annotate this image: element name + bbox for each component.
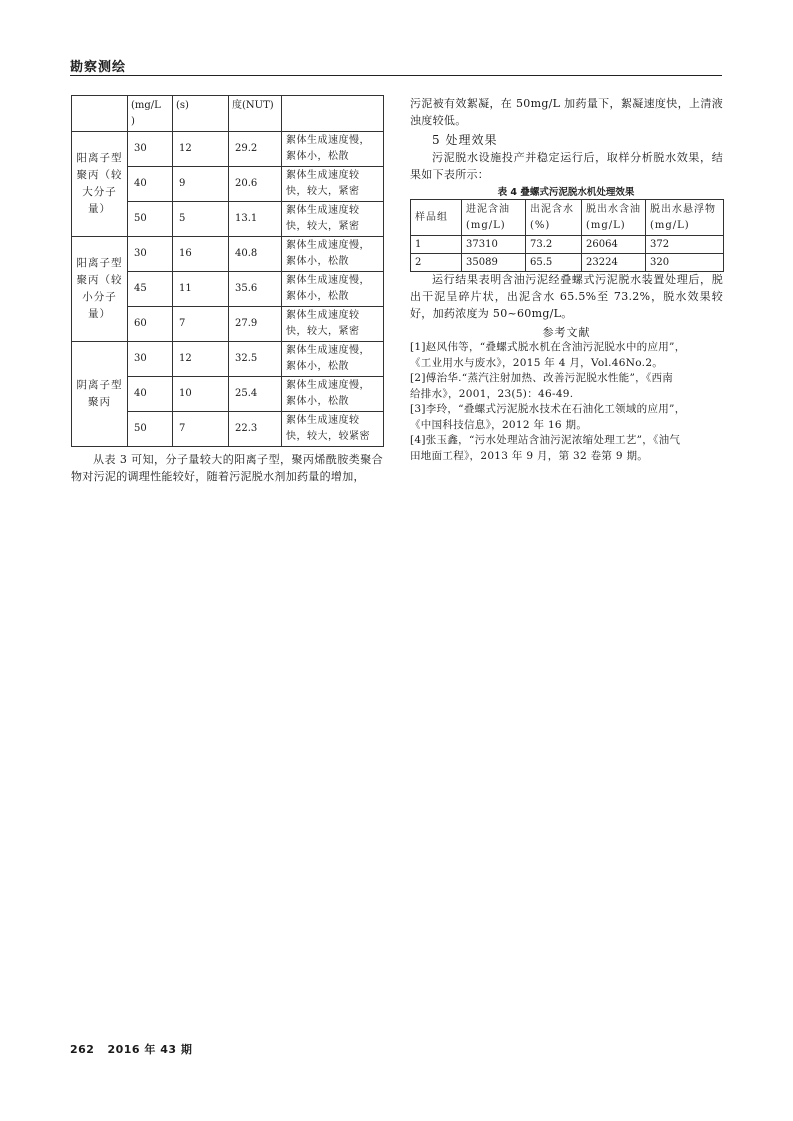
time-cell: 10 <box>173 377 229 412</box>
table-4-header-cell: 脱出水含油(mg/L) <box>582 200 646 236</box>
table-cell: 1 <box>411 236 462 254</box>
reference-item <box>410 433 723 464</box>
time-cell: 12 <box>173 132 229 167</box>
right-body-paragraph: 污泥被有效絮凝，在 50mg/L 加药量下，絮凝速度快，上清液浊度较低。 <box>410 97 723 127</box>
dose-cell: 50 <box>128 202 173 237</box>
time-cell: 12 <box>173 342 229 377</box>
dose-cell: 30 <box>128 237 173 272</box>
table-cell: 35089 <box>462 254 526 272</box>
results-paragraph: 运行结果表明含油污泥经叠螺式污泥脱水装置处理后，脱出干泥呈碎片状，出泥含水 65.5%至 73.2%，脱水效果较好，加药浓度为 50~60mg/L。 <box>410 273 723 320</box>
time-cell: 16 <box>173 237 229 272</box>
table-cell: 23224 <box>582 254 646 272</box>
reference-line: [3]李玲，“叠螺式污泥脱水技术在石油化工领域的应用”， <box>410 403 686 415</box>
table-4-caption: 表 4 叠螺式污泥脱水机处理效果 <box>497 187 635 198</box>
reference-line: 《中国科技信息》，2012 年 16 期。 <box>410 418 588 431</box>
references-heading: 参考文献 <box>542 326 591 339</box>
table-cell: 37310 <box>462 236 526 254</box>
turbidity-cell: 32.5 <box>229 342 282 377</box>
turbidity-cell: 35.6 <box>229 272 282 307</box>
table-cell: 372 <box>646 236 724 254</box>
table-3-group-label: 阴离子型聚丙 <box>72 342 128 447</box>
turbidity-cell: 22.3 <box>229 412 282 447</box>
turbidity-cell: 29.2 <box>229 132 282 167</box>
references-list <box>410 340 723 464</box>
table-3 <box>71 95 384 447</box>
table-3-header-dose-line2: ) <box>131 116 135 127</box>
description-cell: 絮体生成速度慢，絮体小，松散 <box>282 132 384 167</box>
description-cell: 絮体生成速度慢，絮体小，松散 <box>282 342 384 377</box>
table-4-header-cell: 进泥含油(mg/L) <box>462 200 526 236</box>
turbidity-cell: 27.9 <box>229 307 282 342</box>
time-cell: 5 <box>173 202 229 237</box>
table-4 <box>410 199 724 272</box>
reference-line: 给排水》，2001，23(5)：46-49. <box>410 387 574 400</box>
table-4-header-cell: 出泥含水(%) <box>526 200 582 236</box>
table-3-header-dose-line1: (mg/L <box>131 100 161 111</box>
table-4-header-row <box>411 200 724 236</box>
table-cell: 26064 <box>582 236 646 254</box>
description-cell: 絮体生成速度较快，较大，紧密 <box>282 202 384 237</box>
issue-label: 2016 年 43 期 <box>107 1043 193 1056</box>
dose-cell: 30 <box>128 342 173 377</box>
reference-item <box>410 371 723 402</box>
dose-cell: 40 <box>128 167 173 202</box>
turbidity-cell: 20.6 <box>229 167 282 202</box>
description-cell: 絮体生成速度较快，较大，紧密 <box>282 307 384 342</box>
page-number: 262 <box>70 1043 95 1056</box>
table-row <box>72 132 384 167</box>
reference-line: [1]赵风伟等，“叠螺式脱水机在含油污泥脱水中的应用”， <box>410 341 686 353</box>
table-3-header-cell <box>282 96 384 132</box>
table-cell: 65.5 <box>526 254 582 272</box>
description-cell: 絮体生成速度慢，絮体小，松散 <box>282 272 384 307</box>
dose-cell: 30 <box>128 132 173 167</box>
table-row <box>411 254 724 272</box>
table-3-header-cell <box>128 96 173 132</box>
description-cell: 絮体生成速度较快，较大，紧密 <box>282 167 384 202</box>
reference-line: 田地面工程》，2013 年 9 月，第 32 卷第 9 期。 <box>410 449 649 462</box>
dose-cell: 40 <box>128 377 173 412</box>
journal-title: 勘察测绘 <box>70 60 127 75</box>
table-3-header-row <box>72 96 384 132</box>
reference-line: 《工业用水与废水》，2015 年 4 月，Vol.46No.2。 <box>410 356 664 369</box>
table-3-group-label: 阳离子型聚丙（较大分子量） <box>72 132 128 237</box>
dose-cell: 60 <box>128 307 173 342</box>
reference-line: [4]张玉鑫，“污水处理站含油污泥浓缩处理工艺”，《油气 <box>410 434 681 446</box>
dose-cell: 50 <box>128 412 173 447</box>
table-3-group-label: 阳离子型聚丙（较小分子量） <box>72 237 128 342</box>
table-cell: 320 <box>646 254 724 272</box>
section-5-paragraph: 污泥脱水设施投产并稳定运行后，取样分析脱水效果，结果如下表所示： <box>410 151 723 181</box>
section-5-heading: 5 处理效果 <box>432 133 498 147</box>
reference-line: [2]傅治华.“蒸汽注射加热、改善污泥脱水性能”，《西南 <box>410 372 674 384</box>
time-cell: 11 <box>173 272 229 307</box>
header-divider <box>70 75 722 76</box>
description-cell: 絮体生成速度慢，絮体小，松散 <box>282 237 384 272</box>
table-3-header-cell: (s) <box>173 96 229 132</box>
description-cell: 絮体生成速度较快，较大，较紧密 <box>282 412 384 447</box>
reference-item <box>410 340 723 371</box>
table-4-header-cell: 样品组 <box>411 200 462 236</box>
table-3-header-cell: 度(NUT) <box>229 96 282 132</box>
turbidity-cell: 25.4 <box>229 377 282 412</box>
description-cell: 絮体生成速度慢，絮体小，松散 <box>282 377 384 412</box>
time-cell: 9 <box>173 167 229 202</box>
table-4-header-cell: 脱出水悬浮物(mg/L) <box>646 200 724 236</box>
table-row <box>72 237 384 272</box>
left-body-paragraph: 从表 3 可知，分子量较大的阳离子型，聚丙烯酰胺类聚合物对污泥的调理性能较好，随着污泥脱水剂加药量的增加， <box>71 453 383 483</box>
table-cell: 2 <box>411 254 462 272</box>
table-cell: 73.2 <box>526 236 582 254</box>
table-3-header-cell <box>72 96 128 132</box>
time-cell: 7 <box>173 412 229 447</box>
page-footer <box>70 1041 192 1057</box>
reference-item <box>410 402 723 433</box>
table-row <box>72 342 384 377</box>
turbidity-cell: 13.1 <box>229 202 282 237</box>
dose-cell: 45 <box>128 272 173 307</box>
time-cell: 7 <box>173 307 229 342</box>
turbidity-cell: 40.8 <box>229 237 282 272</box>
table-row <box>411 236 724 254</box>
